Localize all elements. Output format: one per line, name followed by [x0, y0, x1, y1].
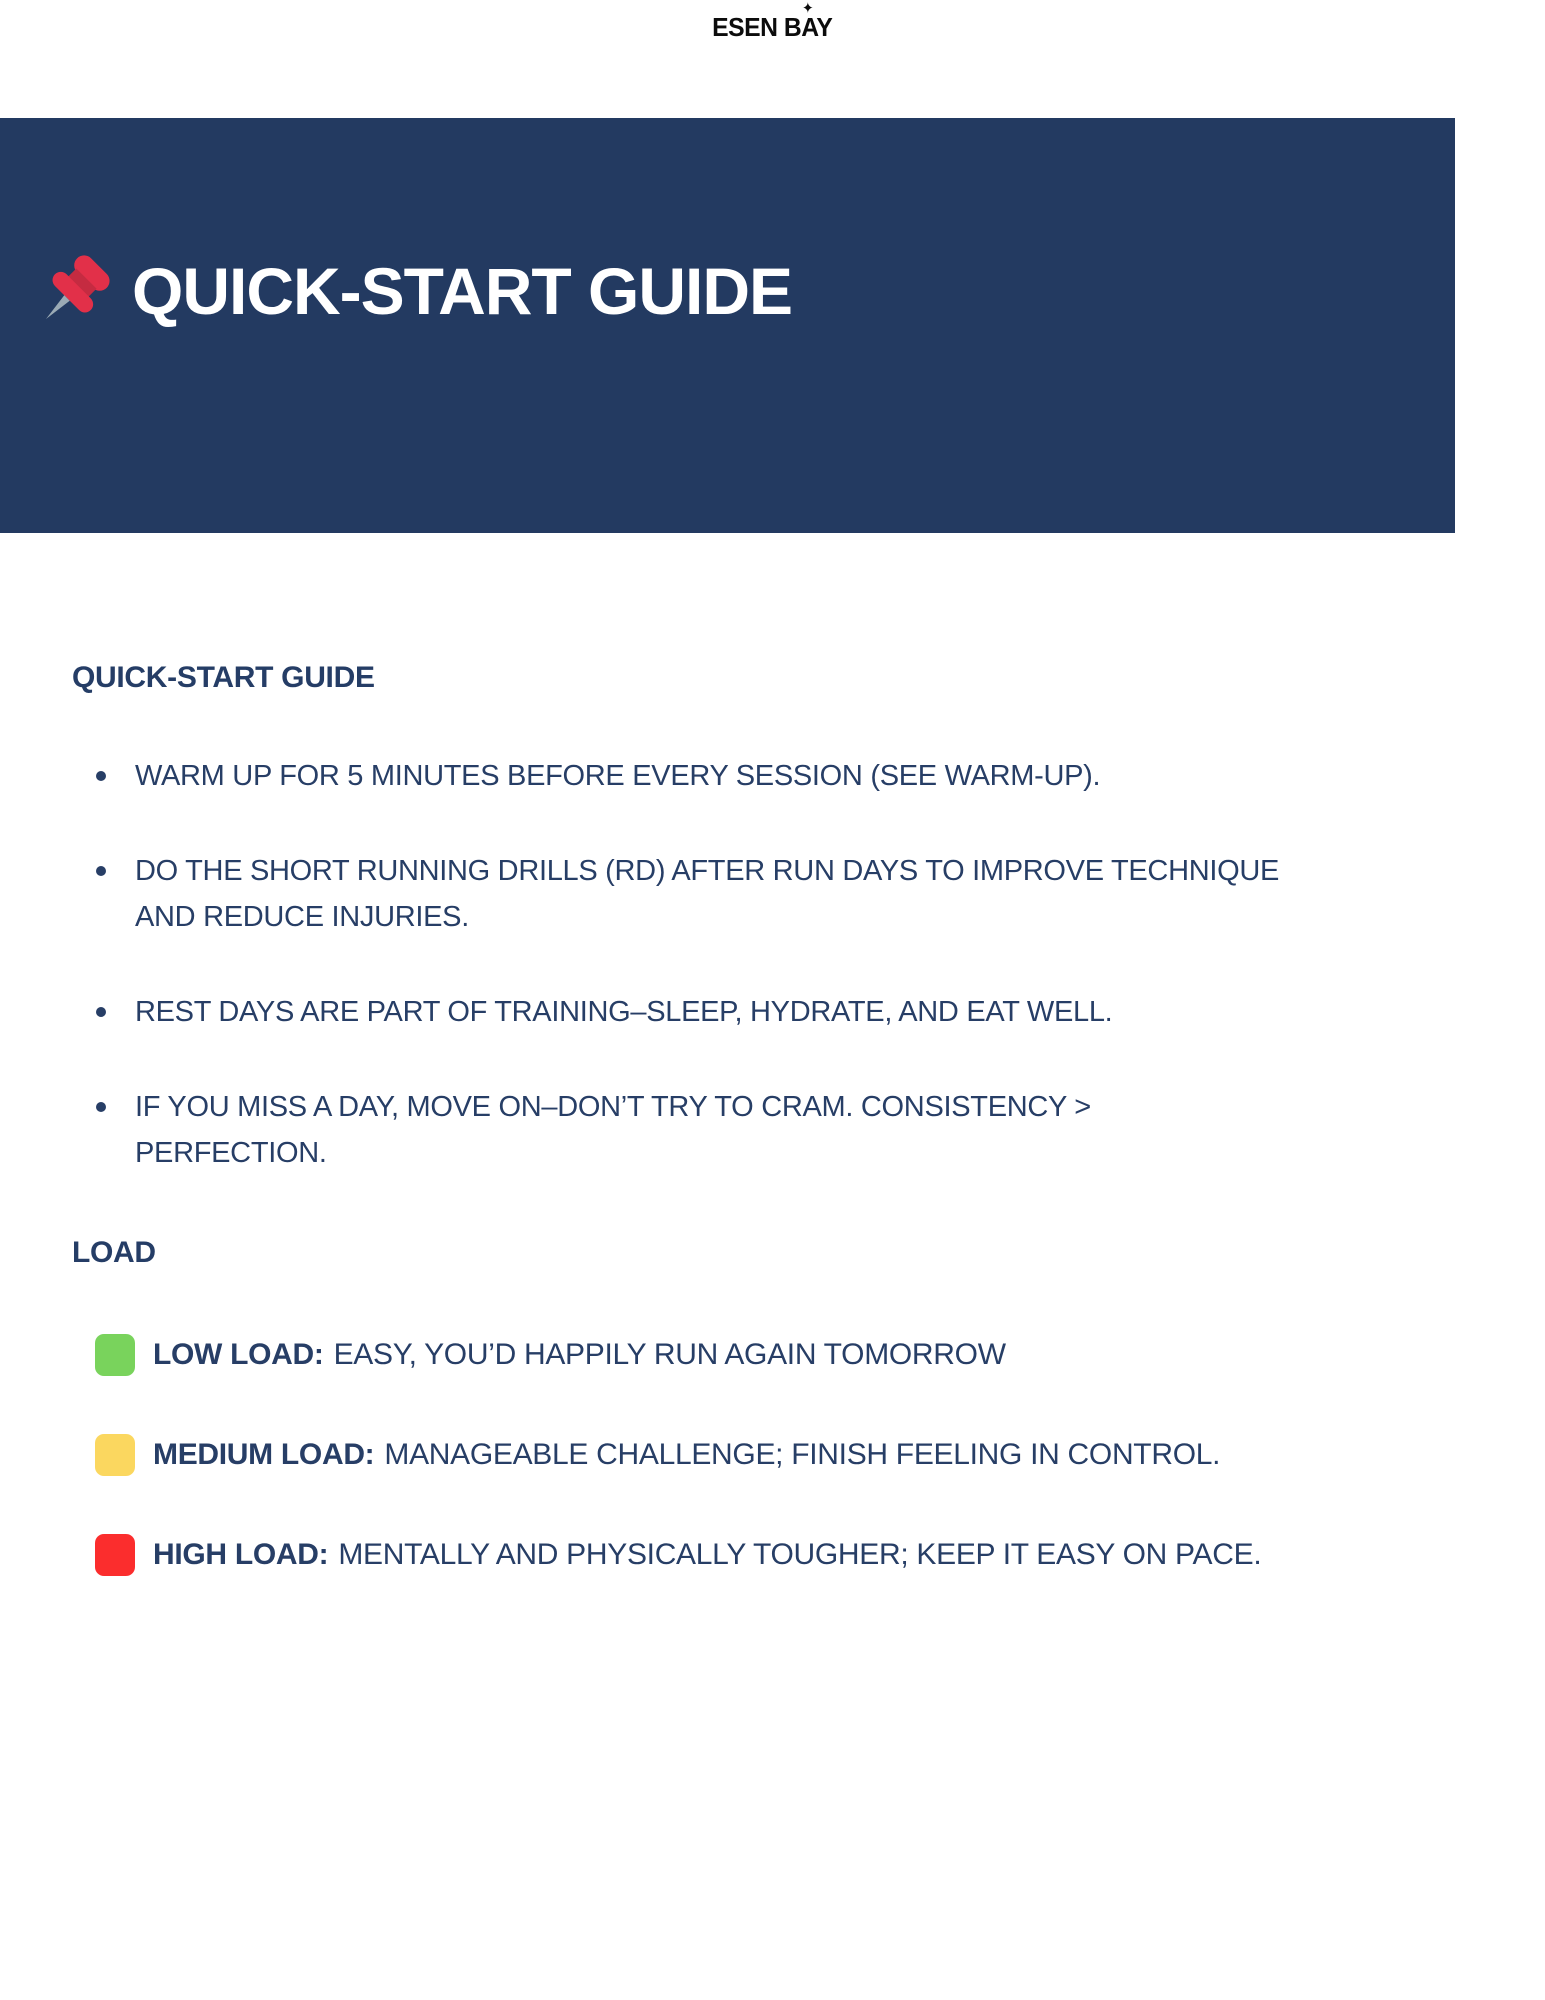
list-item	[72, 848, 1282, 940]
load-row-medium	[72, 1434, 1505, 1476]
list-item	[72, 989, 1282, 1035]
logo-bar	[0, 0, 1545, 60]
bullet-text: REST DAYS ARE PART OF TRAINING–SLEEP, HYDRATE, AND EAT WELL.	[135, 996, 1113, 1028]
load-row-text	[153, 1438, 1220, 1472]
esen-bay-logo	[712, 0, 833, 43]
bullet-dot-icon	[96, 866, 106, 876]
load-description: EASY, YOU’D HAPPILY RUN AGAIN TOMORROW	[333, 1338, 1006, 1371]
bullet-text: WARM UP FOR 5 MINUTES BEFORE EVERY SESSION (SEE WARM-UP).	[135, 760, 1101, 792]
section-heading: QUICK-START GUIDE	[72, 661, 375, 694]
load-description: MANAGEABLE CHALLENGE; FINISH FEELING IN CONTROL.	[384, 1438, 1221, 1471]
load-row-low	[72, 1334, 1505, 1376]
load-heading: LOAD	[72, 1236, 156, 1269]
hero-banner-row	[0, 247, 792, 335]
bullet-text: IF YOU MISS A DAY, MOVE ON–DON’T TRY TO CRAM. CONSISTENCY > PERFECTION.	[135, 1091, 1091, 1169]
load-description: MENTALLY AND PHYSICALLY TOUGHER; KEEP IT EASY ON PACE.	[338, 1538, 1262, 1571]
low-load-swatch-icon	[95, 1334, 135, 1376]
medium-load-swatch-icon	[95, 1434, 135, 1476]
high-load-swatch-icon	[95, 1534, 135, 1576]
hero-banner	[0, 118, 1455, 533]
load-row-text	[153, 1538, 1261, 1572]
sparkle-icon: ✦	[802, 0, 814, 17]
bullet-dot-icon	[96, 1102, 106, 1112]
load-label: LOW LOAD:	[153, 1338, 324, 1371]
load-row-high	[72, 1534, 1505, 1576]
pushpin-icon	[30, 247, 118, 335]
page-title: QUICK-START GUIDE	[132, 253, 793, 328]
logo-text: ESEN BAY	[712, 12, 833, 42]
bullet-dot-icon	[96, 1007, 106, 1017]
load-row-text	[153, 1338, 1006, 1372]
load-legend	[72, 1334, 1505, 1576]
bullet-text: DO THE SHORT RUNNING DRILLS (RD) AFTER RUN DAYS TO IMPROVE TECHNIQUE AND REDUCE INJURIES.	[135, 855, 1280, 933]
page-content	[0, 663, 1545, 1576]
list-item	[72, 753, 1282, 799]
list-item	[72, 1084, 1282, 1176]
load-label: HIGH LOAD:	[153, 1538, 329, 1571]
bullet-dot-icon	[96, 771, 106, 781]
load-label: MEDIUM LOAD:	[153, 1438, 375, 1471]
quick-start-bullet-list	[72, 753, 1357, 1176]
